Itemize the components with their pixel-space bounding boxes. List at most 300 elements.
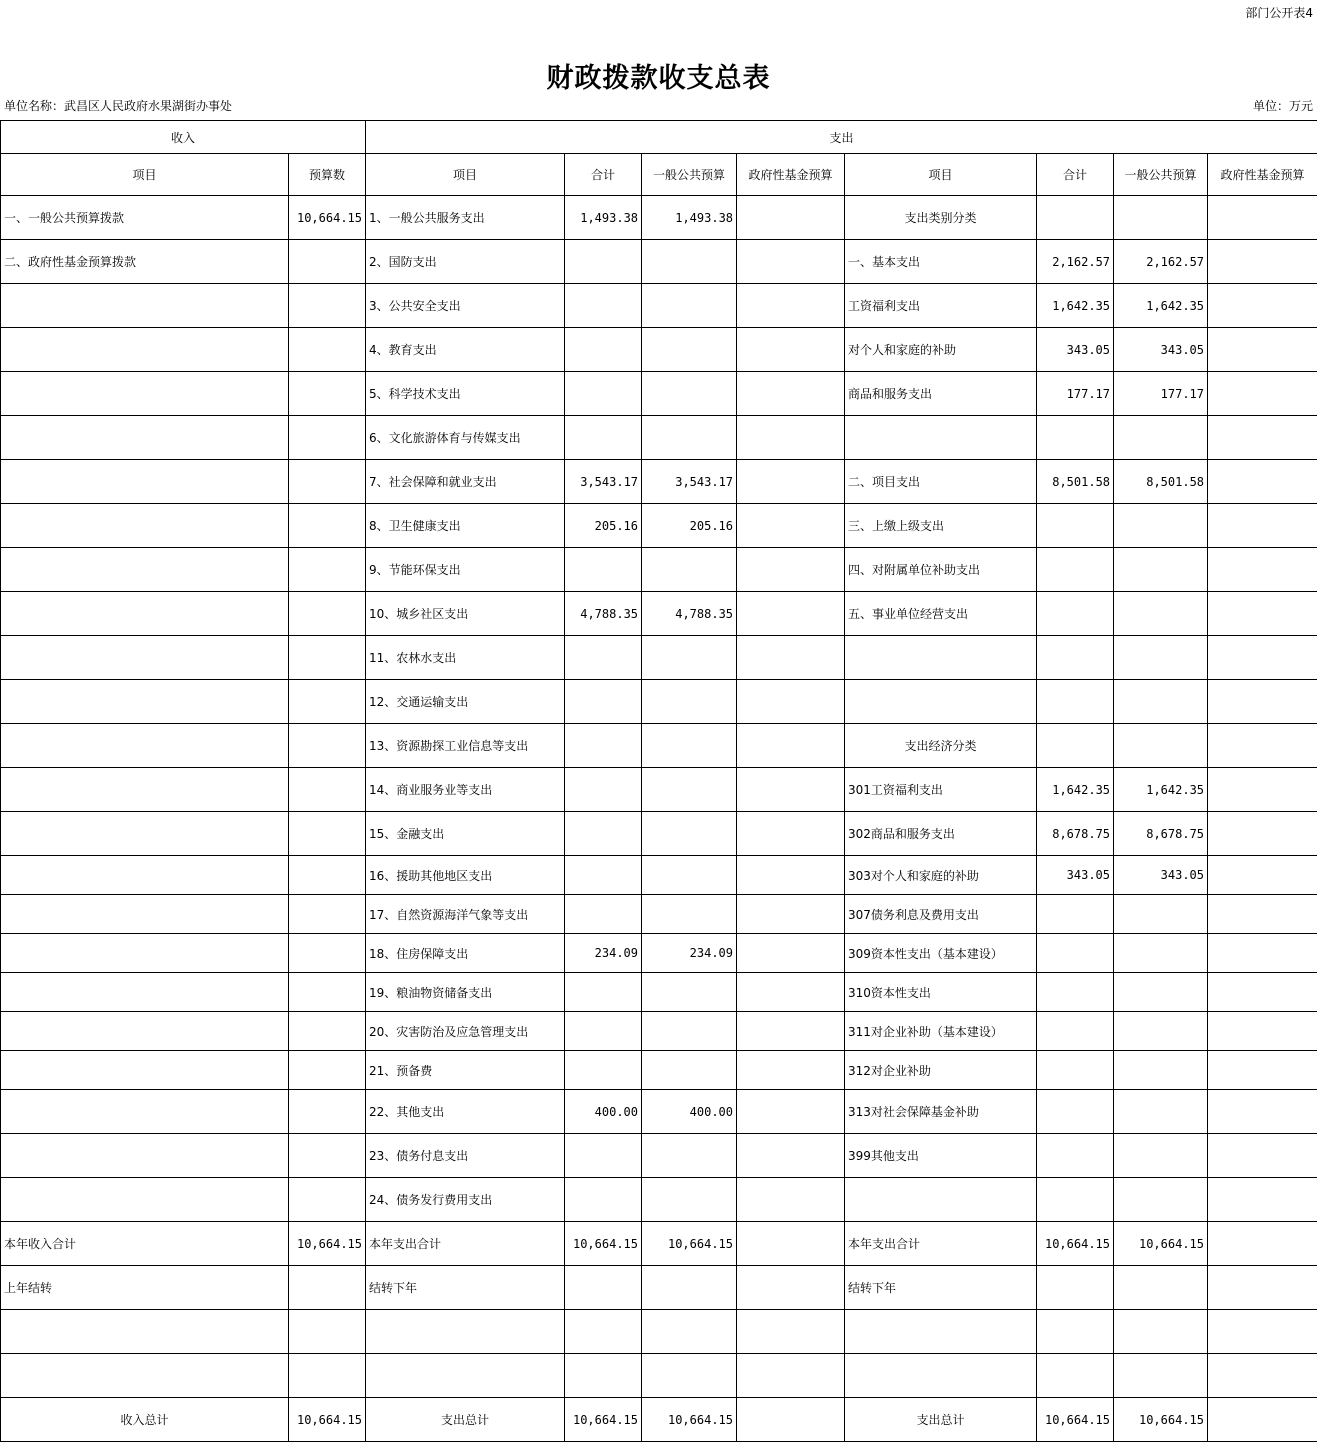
class-fund-cell [1208, 240, 1317, 284]
expense-total-cell [565, 1266, 642, 1310]
expense-general-cell [642, 1134, 737, 1178]
class-item-cell: 支出类别分类 [845, 196, 1037, 240]
class-total-cell [1037, 1012, 1114, 1051]
income-amount-cell [289, 1134, 366, 1178]
expense-item-cell [366, 1354, 565, 1398]
expense-general-cell [642, 856, 737, 895]
expense-item-cell: 22、其他支出 [366, 1090, 565, 1134]
income-amount-cell [289, 856, 366, 895]
income-item-cell [1, 895, 289, 934]
table-row [1, 1178, 1317, 1222]
income-item-cell [1, 724, 289, 768]
class-general-cell: 343.05 [1114, 856, 1208, 895]
class-general-cell [1114, 1090, 1208, 1134]
expense-total-cell [565, 240, 642, 284]
class-item-cell: 五、事业单位经营支出 [845, 592, 1037, 636]
expense-total-cell [565, 1012, 642, 1051]
expense-fund-cell [737, 934, 845, 973]
class-general-cell [1114, 680, 1208, 724]
income-item-cell [1, 1310, 289, 1354]
class-fund-cell [1208, 1134, 1317, 1178]
table-row [1, 196, 1317, 240]
class-total-cell [1037, 973, 1114, 1012]
expense-item-cell: 1、一般公共服务支出 [366, 196, 565, 240]
class-fund-cell [1208, 328, 1317, 372]
class-fund-cell [1208, 768, 1317, 812]
class-grand-total: 10,664.15 [1037, 1398, 1114, 1442]
class-general-cell [1114, 1012, 1208, 1051]
table-row [1, 934, 1317, 973]
expense-item-cell: 19、粮油物资储备支出 [366, 973, 565, 1012]
income-item-cell [1, 284, 289, 328]
expense-fund-cell [737, 328, 845, 372]
class-total-cell [1037, 724, 1114, 768]
expense-general-cell [642, 1051, 737, 1090]
table-row [1, 548, 1317, 592]
expense-fund-cell [737, 768, 845, 812]
class-general-cell [1114, 592, 1208, 636]
expense-general-cell: 10,664.15 [642, 1222, 737, 1266]
class-item-cell [845, 680, 1037, 724]
expense-general-cell [642, 1178, 737, 1222]
expense-total-cell [565, 372, 642, 416]
expense-grand-fund [737, 1398, 845, 1442]
expense-general-cell [642, 240, 737, 284]
table-row [1, 1051, 1317, 1090]
income-grand-total: 10,664.15 [289, 1398, 366, 1442]
expense-item-cell: 21、预备费 [366, 1051, 565, 1090]
table-row [1, 680, 1317, 724]
expense-item-cell: 5、科学技术支出 [366, 372, 565, 416]
income-header: 收入 [1, 121, 366, 154]
expense-total-cell: 1,493.38 [565, 196, 642, 240]
income-item-cell [1, 416, 289, 460]
expense-general-cell [642, 812, 737, 856]
income-amount-cell [289, 895, 366, 934]
expense-general-cell [642, 1310, 737, 1354]
class-fund-cell [1208, 973, 1317, 1012]
expense-fund-cell [737, 724, 845, 768]
class-total-cell: 177.17 [1037, 372, 1114, 416]
class-total-cell: 2,162.57 [1037, 240, 1114, 284]
class-general-cell: 10,664.15 [1114, 1222, 1208, 1266]
income-amount-cell [289, 1012, 366, 1051]
table-row [1, 636, 1317, 680]
expense-header: 支出 [366, 121, 1317, 154]
class-total-cell [1037, 1310, 1114, 1354]
class-total-cell [1037, 1266, 1114, 1310]
expense-total-cell [565, 636, 642, 680]
class-total-cell [1037, 1090, 1114, 1134]
class-total-cell: 343.05 [1037, 856, 1114, 895]
class-fund-cell [1208, 1051, 1317, 1090]
expense-total-cell [565, 284, 642, 328]
table-row [1, 504, 1317, 548]
class-total-cell: 8,501.58 [1037, 460, 1114, 504]
class-fund-cell [1208, 1222, 1317, 1266]
expense-total-cell: 400.00 [565, 1090, 642, 1134]
income-item-cell [1, 504, 289, 548]
expense-item-cell: 17、自然资源海洋气象等支出 [366, 895, 565, 934]
expense-item-cell: 13、资源勘探工业信息等支出 [366, 724, 565, 768]
class-fund-cell [1208, 1178, 1317, 1222]
expense-total-cell [565, 1134, 642, 1178]
class-total-cell [1037, 680, 1114, 724]
class-general-cell: 8,678.75 [1114, 812, 1208, 856]
income-item-cell [1, 592, 289, 636]
income-item-cell [1, 934, 289, 973]
expense-item-cell: 14、商业服务业等支出 [366, 768, 565, 812]
income-item-cell: 本年收入合计 [1, 1222, 289, 1266]
class-item-cell: 399其他支出 [845, 1134, 1037, 1178]
class-general-cell [1114, 548, 1208, 592]
class-total-cell [1037, 1051, 1114, 1090]
class-general-cell [1114, 1178, 1208, 1222]
class-general-cell: 1,642.35 [1114, 768, 1208, 812]
expense-fund-cell [737, 1090, 845, 1134]
expense-item-cell: 20、灾害防治及应急管理支出 [366, 1012, 565, 1051]
expense-general-cell [642, 768, 737, 812]
class-fund-cell [1208, 592, 1317, 636]
table-row [1, 856, 1317, 895]
income-amount-cell [289, 1090, 366, 1134]
class-item-cell [845, 1178, 1037, 1222]
class-general-cell [1114, 504, 1208, 548]
table-row [1, 1012, 1317, 1051]
col-class-fund: 政府性基金预算 [1208, 154, 1317, 196]
expense-grand-total: 10,664.15 [565, 1398, 642, 1442]
class-general-cell: 343.05 [1114, 328, 1208, 372]
class-total-cell [1037, 196, 1114, 240]
income-item-cell [1, 636, 289, 680]
class-item-cell: 四、对附属单位补助支出 [845, 548, 1037, 592]
class-item-cell: 商品和服务支出 [845, 372, 1037, 416]
income-amount-cell [289, 636, 366, 680]
income-amount-cell: 10,664.15 [289, 1222, 366, 1266]
income-item-cell [1, 812, 289, 856]
income-item-cell [1, 973, 289, 1012]
expense-total-cell [565, 812, 642, 856]
expense-fund-cell [737, 592, 845, 636]
expense-total-cell [565, 724, 642, 768]
currency-unit: 单位：万元 [1252, 99, 1313, 113]
expense-total-cell [565, 1178, 642, 1222]
class-item-cell: 工资福利支出 [845, 284, 1037, 328]
table-row [1, 416, 1317, 460]
class-item-cell [845, 1310, 1037, 1354]
class-total-cell [1037, 548, 1114, 592]
class-fund-cell [1208, 1090, 1317, 1134]
class-item-cell: 307债务利息及费用支出 [845, 895, 1037, 934]
table-row [1, 1266, 1317, 1310]
expense-fund-cell [737, 504, 845, 548]
expense-item-cell: 7、社会保障和就业支出 [366, 460, 565, 504]
expense-fund-cell [737, 196, 845, 240]
income-amount-cell [289, 1310, 366, 1354]
income-item-cell: 一、一般公共预算拨款 [1, 196, 289, 240]
col-income-item: 项目 [1, 154, 289, 196]
income-amount-cell [289, 240, 366, 284]
expense-total-cell: 205.16 [565, 504, 642, 548]
income-item-cell [1, 680, 289, 724]
expense-grand-total-label: 支出总计 [366, 1398, 565, 1442]
income-amount-cell: 10,664.15 [289, 196, 366, 240]
income-amount-cell [289, 1051, 366, 1090]
class-item-cell: 本年支出合计 [845, 1222, 1037, 1266]
class-item-cell [845, 1354, 1037, 1398]
expense-item-cell: 本年支出合计 [366, 1222, 565, 1266]
unit-name: 单位名称：武昌区人民政府水果湖街办事处 [4, 99, 233, 113]
expense-general-cell: 4,788.35 [642, 592, 737, 636]
class-total-cell [1037, 636, 1114, 680]
income-item-cell [1, 1090, 289, 1134]
class-grand-total-label: 支出总计 [845, 1398, 1037, 1442]
expense-general-cell [642, 1012, 737, 1051]
class-total-cell [1037, 1178, 1114, 1222]
class-item-cell: 312对企业补助 [845, 1051, 1037, 1090]
grand-total-row [1, 1398, 1317, 1442]
income-item-cell [1, 328, 289, 372]
table-row [1, 768, 1317, 812]
expense-total-cell: 234.09 [565, 934, 642, 973]
col-class-item: 项目 [845, 154, 1037, 196]
table-row [1, 240, 1317, 284]
class-fund-cell [1208, 680, 1317, 724]
expense-grand-general: 10,664.15 [642, 1398, 737, 1442]
table-row [1, 812, 1317, 856]
col-expense-total: 合计 [565, 154, 642, 196]
table-row [1, 328, 1317, 372]
expense-total-cell [565, 548, 642, 592]
table-row [1, 724, 1317, 768]
expense-item-cell: 3、公共安全支出 [366, 284, 565, 328]
table-row [1, 372, 1317, 416]
class-general-cell [1114, 934, 1208, 973]
expense-total-cell [565, 1051, 642, 1090]
class-total-cell [1037, 895, 1114, 934]
col-expense-item: 项目 [366, 154, 565, 196]
income-grand-total-label: 收入总计 [1, 1398, 289, 1442]
expense-fund-cell [737, 240, 845, 284]
expense-item-cell: 6、文化旅游体育与传媒支出 [366, 416, 565, 460]
table-row [1, 1134, 1317, 1178]
income-amount-cell [289, 328, 366, 372]
class-general-cell: 177.17 [1114, 372, 1208, 416]
income-amount-cell [289, 973, 366, 1012]
expense-item-cell [366, 1310, 565, 1354]
expense-item-cell: 结转下年 [366, 1266, 565, 1310]
class-general-cell: 2,162.57 [1114, 240, 1208, 284]
income-item-cell: 二、政府性基金预算拨款 [1, 240, 289, 284]
income-amount-cell [289, 934, 366, 973]
expense-general-cell [642, 895, 737, 934]
class-fund-cell [1208, 1310, 1317, 1354]
expense-total-cell [565, 768, 642, 812]
expense-general-cell [642, 973, 737, 1012]
expense-item-cell: 12、交通运输支出 [366, 680, 565, 724]
expense-total-cell [565, 328, 642, 372]
expense-total-cell [565, 680, 642, 724]
class-item-cell: 三、上缴上级支出 [845, 504, 1037, 548]
expense-general-cell [642, 1266, 737, 1310]
expense-item-cell: 10、城乡社区支出 [366, 592, 565, 636]
income-amount-cell [289, 416, 366, 460]
expense-item-cell: 16、援助其他地区支出 [366, 856, 565, 895]
income-item-cell [1, 1134, 289, 1178]
income-item-cell [1, 768, 289, 812]
income-item-cell [1, 460, 289, 504]
income-item-cell [1, 1354, 289, 1398]
class-total-cell: 343.05 [1037, 328, 1114, 372]
expense-general-cell [642, 636, 737, 680]
class-fund-cell [1208, 934, 1317, 973]
class-fund-cell [1208, 372, 1317, 416]
expense-fund-cell [737, 895, 845, 934]
expense-fund-cell [737, 1310, 845, 1354]
table-row [1, 592, 1317, 636]
expense-total-cell [565, 1354, 642, 1398]
income-item-cell [1, 1012, 289, 1051]
col-class-total: 合计 [1037, 154, 1114, 196]
expense-item-cell: 18、住房保障支出 [366, 934, 565, 973]
table-row [1, 1222, 1317, 1266]
expense-fund-cell [737, 548, 845, 592]
class-general-cell [1114, 1266, 1208, 1310]
expense-fund-cell [737, 1134, 845, 1178]
income-amount-cell [289, 1354, 366, 1398]
expense-general-cell: 205.16 [642, 504, 737, 548]
class-fund-cell [1208, 416, 1317, 460]
class-total-cell [1037, 592, 1114, 636]
table-row [1, 895, 1317, 934]
income-amount-cell [289, 1266, 366, 1310]
expense-general-cell [642, 1354, 737, 1398]
income-item-cell [1, 1178, 289, 1222]
header-row-2 [1, 154, 1317, 196]
expense-fund-cell [737, 1222, 845, 1266]
form-number: 部门公开表4 [1245, 6, 1313, 20]
class-item-cell: 303对个人和家庭的补助 [845, 856, 1037, 895]
expense-item-cell: 4、教育支出 [366, 328, 565, 372]
class-general-cell [1114, 1354, 1208, 1398]
class-general-cell [1114, 416, 1208, 460]
expense-total-cell [565, 1310, 642, 1354]
income-amount-cell [289, 812, 366, 856]
expense-total-cell: 3,543.17 [565, 460, 642, 504]
class-total-cell [1037, 934, 1114, 973]
expense-general-cell [642, 328, 737, 372]
class-item-cell: 311对企业补助（基本建设） [845, 1012, 1037, 1051]
income-item-cell [1, 372, 289, 416]
class-item-cell: 二、项目支出 [845, 460, 1037, 504]
income-amount-cell [289, 548, 366, 592]
expense-fund-cell [737, 812, 845, 856]
expense-fund-cell [737, 680, 845, 724]
col-expense-general: 一般公共预算 [642, 154, 737, 196]
table-row [1, 1354, 1317, 1398]
class-general-cell [1114, 973, 1208, 1012]
expense-item-cell: 23、债务付息支出 [366, 1134, 565, 1178]
table-row [1, 1090, 1317, 1134]
class-general-cell [1114, 895, 1208, 934]
class-fund-cell [1208, 548, 1317, 592]
income-item-cell [1, 548, 289, 592]
class-item-cell: 结转下年 [845, 1266, 1037, 1310]
class-general-cell: 8,501.58 [1114, 460, 1208, 504]
col-income-budget: 预算数 [289, 154, 366, 196]
col-class-general: 一般公共预算 [1114, 154, 1208, 196]
table-body [1, 196, 1317, 1398]
class-fund-cell [1208, 724, 1317, 768]
table-row [1, 973, 1317, 1012]
page-title: 财政拨款收支总表 [546, 63, 771, 94]
class-item-cell: 302商品和服务支出 [845, 812, 1037, 856]
class-general-cell [1114, 724, 1208, 768]
income-amount-cell [289, 724, 366, 768]
class-item-cell: 支出经济分类 [845, 724, 1037, 768]
class-grand-fund [1208, 1398, 1317, 1442]
class-general-cell [1114, 1134, 1208, 1178]
table-row [1, 284, 1317, 328]
expense-general-cell [642, 372, 737, 416]
class-total-cell [1037, 1134, 1114, 1178]
income-amount-cell [289, 768, 366, 812]
expense-fund-cell [737, 372, 845, 416]
class-total-cell [1037, 1354, 1114, 1398]
class-item-cell: 一、基本支出 [845, 240, 1037, 284]
expense-fund-cell [737, 284, 845, 328]
table-row [1, 460, 1317, 504]
class-general-cell [1114, 1310, 1208, 1354]
income-amount-cell [289, 372, 366, 416]
expense-fund-cell [737, 856, 845, 895]
expense-total-cell [565, 895, 642, 934]
expense-fund-cell [737, 1266, 845, 1310]
expense-item-cell: 11、农林水支出 [366, 636, 565, 680]
expense-general-cell: 400.00 [642, 1090, 737, 1134]
expense-total-cell [565, 856, 642, 895]
class-total-cell [1037, 416, 1114, 460]
class-general-cell [1114, 636, 1208, 680]
col-expense-fund: 政府性基金预算 [737, 154, 845, 196]
income-item-cell [1, 856, 289, 895]
header-row-1 [1, 121, 1317, 154]
class-item-cell: 301工资福利支出 [845, 768, 1037, 812]
class-fund-cell [1208, 895, 1317, 934]
income-amount-cell [289, 504, 366, 548]
class-fund-cell [1208, 1266, 1317, 1310]
class-fund-cell [1208, 636, 1317, 680]
class-general-cell [1114, 196, 1208, 240]
expense-total-cell: 10,664.15 [565, 1222, 642, 1266]
class-general-cell [1114, 1051, 1208, 1090]
expense-fund-cell [737, 1354, 845, 1398]
class-fund-cell [1208, 1012, 1317, 1051]
expense-general-cell [642, 680, 737, 724]
expense-general-cell: 234.09 [642, 934, 737, 973]
table-row [1, 1310, 1317, 1354]
class-fund-cell [1208, 196, 1317, 240]
class-fund-cell [1208, 856, 1317, 895]
income-amount-cell [289, 680, 366, 724]
class-general-cell: 1,642.35 [1114, 284, 1208, 328]
expense-item-cell: 8、卫生健康支出 [366, 504, 565, 548]
class-fund-cell [1208, 1354, 1317, 1398]
expense-fund-cell [737, 1051, 845, 1090]
income-amount-cell [289, 592, 366, 636]
income-item-cell [1, 1051, 289, 1090]
expense-total-cell [565, 416, 642, 460]
